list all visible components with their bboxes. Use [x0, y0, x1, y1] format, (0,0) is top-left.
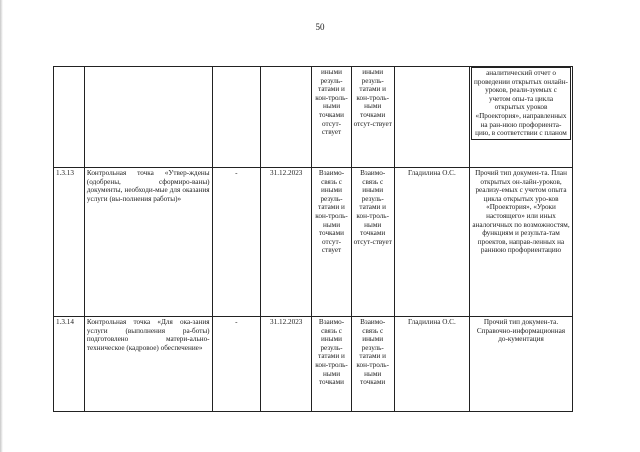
cell-responsible: Гладилина О.С. [394, 168, 469, 317]
table-row [54, 317, 573, 412]
cell-responsible [394, 67, 469, 168]
cell-name: Контрольная точка «Утвер-ждены (одобрены, сформиро-ваны) документы, необходи-мые для оказания услуги (вы-полнения работы)» [84, 168, 212, 317]
page-number: 50 [315, 22, 325, 32]
scan-edge-shadow [0, 0, 3, 452]
cell-relation-previous: иными резуль-татами и кон-троль-ными точками отсут-ствует [312, 67, 351, 168]
cell-start-date: - [212, 317, 260, 412]
cell-end-date: 31.12.2023 [260, 317, 311, 412]
cell-relation-next: иными резуль-татами и кон-троль-ными точками отсут-ствует [351, 67, 394, 168]
cell-responsible: Гладилина О.С. [394, 317, 469, 412]
cell-end-date: 31.12.2023 [260, 168, 311, 317]
cell-number: 1.3.14 [54, 317, 85, 412]
cell-name: Контрольная точка «Для ока-зания услуги (выполнения ра-боты) подготовлено матери-ально-техническое (кадровое) обеспечение» [84, 317, 212, 412]
cell-relation-next: Взаимо-связь с иными резуль-татами и кон-троль-ными точками [351, 317, 394, 412]
table-row [54, 168, 573, 317]
document-description-box: аналитический отчет о проведении открытых онлайн-уроков, реали-зуемых с учетом опы-та цикла открытых уроков «Проектория», направленных на ран-нюю профориента-цию, в соответствии с планом [471, 67, 571, 140]
cell-document [470, 67, 573, 168]
cell-document: Прочий тип докумен-та. Справочно-информационная до-кументация [470, 317, 573, 412]
cell-relation-previous: Взаимо-связь с иными резуль-татами и кон-троль-ными точками отсут-ствует [312, 168, 351, 317]
plan-table [53, 66, 573, 412]
cell-name [84, 67, 212, 168]
cell-relation-next: Взаимо-связь с иными резуль-татами и кон-троль-ными точками отсут-ствует [351, 168, 394, 317]
cell-number [54, 67, 85, 168]
cell-number: 1.3.13 [54, 168, 85, 317]
cell-start-date: - [212, 168, 260, 317]
cell-document: Прочий тип докумен-та. План открытых он-лайн-уроков, реализу-емых с учетом опыта цикла открытых уро-ков «Проектория», «Уроки настоящего» или иных аналогичных по возможностям, функциям и результа-там проектов, направ-ленных на раннюю профориентацию [470, 168, 573, 317]
cell-relation-previous: Взаимо-связь с иными резуль-татами и кон-троль-ными точками [312, 317, 351, 412]
cell-end-date [260, 67, 311, 168]
table-row [54, 67, 573, 168]
cell-start-date [212, 67, 260, 168]
